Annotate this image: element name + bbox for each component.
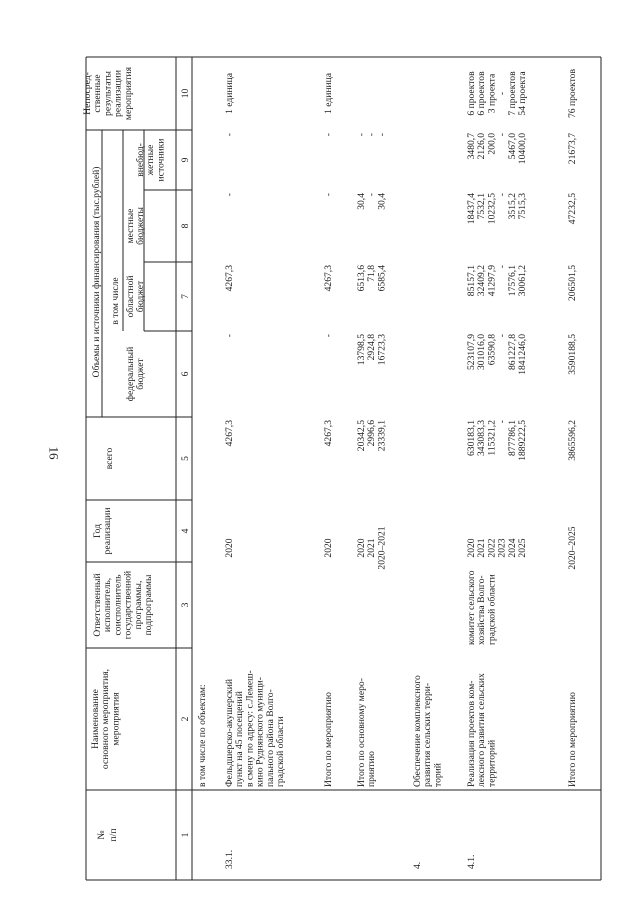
column-number: 1 xyxy=(180,832,191,838)
column-number: 8 xyxy=(180,223,191,229)
row-regional: 206501,5 xyxy=(567,265,578,301)
row-name: в смену по адресу: с.Лемеш- xyxy=(244,670,256,787)
row-regional: 85157,1 xyxy=(466,265,477,297)
row-local: 30,4 xyxy=(376,193,388,210)
row-local: 7532,1 xyxy=(476,193,488,220)
row-name: территорий xyxy=(486,739,498,787)
header-federal: бюджет xyxy=(135,358,147,390)
row-total: 3865596,2 xyxy=(567,420,578,461)
row-federal: 523107,9 xyxy=(466,334,477,370)
header-total: всего xyxy=(104,447,115,470)
header-local: бюджеты xyxy=(135,207,147,245)
row-federal: 63590,8 xyxy=(486,334,498,366)
row-offbudget: - xyxy=(356,133,367,137)
row-name: в том числе по объектам: xyxy=(197,684,208,787)
row-total: 4267,3 xyxy=(323,420,334,447)
row-result: 7 проектов xyxy=(506,71,518,116)
column-number: 7 xyxy=(180,294,191,299)
row-year: 2020–2025 xyxy=(567,526,578,570)
row-result: - xyxy=(496,91,508,96)
row-name: развития сельских терри- xyxy=(422,682,434,787)
header-executor: программы, xyxy=(132,580,144,630)
row-number: 4.1. xyxy=(466,854,477,869)
row-number: 33.1. xyxy=(224,849,235,869)
header-results: результаты xyxy=(102,71,114,116)
row-year: 2021 xyxy=(366,538,378,558)
row-offbudget: - xyxy=(366,133,378,137)
row-regional: 6585,4 xyxy=(376,265,388,292)
row-federal: 301016,0 xyxy=(476,334,488,370)
row-offbudget: 3480,7 xyxy=(466,133,477,160)
row-total: 23339,1 xyxy=(376,420,388,452)
row-year: 2022 xyxy=(486,538,498,558)
row-federal: 2924,8 xyxy=(366,334,378,361)
row-regional: 6513,6 xyxy=(356,265,367,292)
row-regional: 41297,9 xyxy=(486,265,498,297)
row-year: 2025 xyxy=(517,538,528,558)
table-text xyxy=(82,66,578,869)
row-federal: - xyxy=(323,334,334,338)
row-name: градской области xyxy=(275,716,286,787)
row-federal: 3590188,5 xyxy=(567,334,578,375)
row-name: пального района Волго- xyxy=(264,689,276,787)
row-local: - xyxy=(496,193,508,197)
header-executor: подпрограммы xyxy=(143,574,154,636)
header-results: ственные xyxy=(92,74,104,113)
header-name: Наименование xyxy=(90,689,101,749)
row-year: 2020–2021 xyxy=(376,526,388,570)
row-result: 3 проекта xyxy=(486,73,498,114)
row-regional: - xyxy=(496,265,508,269)
row-total: 630183,1 xyxy=(466,420,477,456)
row-regional: 71,8 xyxy=(366,265,378,282)
row-result: 54 проекта xyxy=(517,71,528,116)
column-number: 5 xyxy=(180,456,191,461)
row-local: - xyxy=(366,193,378,197)
row-local: - xyxy=(323,193,334,197)
row-local: 30,4 xyxy=(356,193,367,210)
header-local: местные xyxy=(125,208,136,244)
row-total: - xyxy=(496,420,508,424)
header-name: основного мероприятия, xyxy=(100,668,112,770)
header-number: п/п xyxy=(108,828,119,842)
row-regional: 17576,1 xyxy=(506,265,518,297)
header-in-that-number: в том числе xyxy=(110,277,121,325)
row-name: Итого по основному меро- xyxy=(356,678,367,787)
header-federal: федеральный xyxy=(125,346,136,402)
row-name: Итого по мероприятию xyxy=(323,692,334,787)
column-number: 4 xyxy=(180,528,191,534)
row-federal: 13798,5 xyxy=(356,334,367,366)
header-results: реализации xyxy=(112,70,124,117)
row-name: приятию xyxy=(366,751,378,787)
row-name: кино Руднянского муници- xyxy=(254,677,266,787)
row-federal: 16723,3 xyxy=(376,334,388,366)
row-name: Обеспечение комплексного xyxy=(412,675,423,787)
row-executor: комитет сельского xyxy=(466,570,477,645)
row-local: 3515,2 xyxy=(506,193,518,220)
row-total: 20342,5 xyxy=(356,420,367,452)
row-regional: 4267,3 xyxy=(224,265,235,292)
row-local: 18437,4 xyxy=(466,193,477,225)
row-result: 6 проектов xyxy=(466,71,477,116)
row-result: 1 единица xyxy=(323,72,334,115)
row-federal: 1841246,0 xyxy=(517,334,528,375)
row-total: 343083,3 xyxy=(476,420,488,456)
row-offbudget: - xyxy=(224,133,235,137)
row-regional: 32409,2 xyxy=(476,265,488,297)
row-offbudget: - xyxy=(376,133,388,137)
row-offbudget: 5467,0 xyxy=(506,133,518,160)
row-executor: хозяйства Волго- xyxy=(476,575,488,645)
row-offbudget: 10400,0 xyxy=(517,133,528,165)
row-offbudget: 21673,7 xyxy=(567,133,578,165)
header-executor: Ответственный xyxy=(92,573,103,637)
row-local: 47232,5 xyxy=(567,193,578,225)
row-year: 2020 xyxy=(466,538,477,558)
row-year: 2020 xyxy=(224,538,235,558)
row-local: - xyxy=(224,193,235,197)
row-total: 115321,2 xyxy=(486,420,498,456)
row-executor: градской области xyxy=(486,574,498,645)
row-name: торий xyxy=(432,763,444,787)
header-results: Непосред- xyxy=(82,72,93,115)
header-regional: областной xyxy=(125,275,136,318)
row-year: 2020 xyxy=(356,538,367,558)
row-year: 2021 xyxy=(476,538,488,558)
row-result: 76 проектов xyxy=(567,68,578,119)
row-regional: 4267,3 xyxy=(323,265,334,292)
row-regional: 30061,2 xyxy=(517,265,528,297)
row-local: 7515,3 xyxy=(517,193,528,220)
header-offbudget: источники xyxy=(155,138,167,182)
row-total: 877786,1 xyxy=(506,420,518,456)
row-name: Реализация проектов ком- xyxy=(466,680,477,787)
row-name: лексного развития сельских xyxy=(476,673,488,787)
page-number: 16 xyxy=(46,446,62,460)
column-number: 6 xyxy=(180,371,191,377)
header-financing-group: Объемы и источники финансирования (тыс.рублей) xyxy=(91,166,102,378)
header-results: мероприятия xyxy=(122,66,134,121)
header-year: Год xyxy=(92,523,103,539)
column-number: 9 xyxy=(180,157,191,163)
column-number: 3 xyxy=(180,602,191,608)
row-offbudget: - xyxy=(496,133,508,137)
row-offbudget: - xyxy=(323,133,334,137)
row-federal: - xyxy=(496,334,508,338)
row-total: 1889222,5 xyxy=(517,420,528,461)
row-year: 2023 xyxy=(496,538,508,558)
row-result: 1 единица xyxy=(224,72,235,115)
row-offbudget: 200,0 xyxy=(486,133,498,155)
header-name: мероприятия xyxy=(110,692,122,746)
row-year: 2024 xyxy=(506,538,518,558)
header-number: № xyxy=(96,830,107,840)
header-executor: исполнитель, xyxy=(102,577,114,633)
row-year: 2020 xyxy=(323,538,334,558)
header-offbudget: жетные xyxy=(145,144,157,176)
row-number: 4. xyxy=(412,861,423,869)
row-name: Итого по мероприятию xyxy=(567,692,578,787)
row-total: 2996,6 xyxy=(366,420,378,447)
row-result: 6 проектов xyxy=(476,71,488,116)
row-name: пункт на 45 посещений xyxy=(234,691,246,787)
column-number: 10 xyxy=(180,88,191,99)
header-executor: государственной xyxy=(122,570,134,640)
row-federal: 861227,8 xyxy=(506,334,518,370)
row-name: Фельдшерско-акушерский xyxy=(224,679,235,787)
row-federal: - xyxy=(224,334,235,338)
row-offbudget: 2126,0 xyxy=(476,133,488,160)
row-local: 10232,5 xyxy=(486,193,498,225)
header-year: реализации xyxy=(102,507,114,555)
header-offbudget: внебюд- xyxy=(135,143,146,177)
header-regional: бюджет xyxy=(135,280,147,313)
column-number: 2 xyxy=(180,716,191,722)
header-executor: соисполнитель xyxy=(112,574,124,636)
row-total: 4267,3 xyxy=(224,420,235,447)
